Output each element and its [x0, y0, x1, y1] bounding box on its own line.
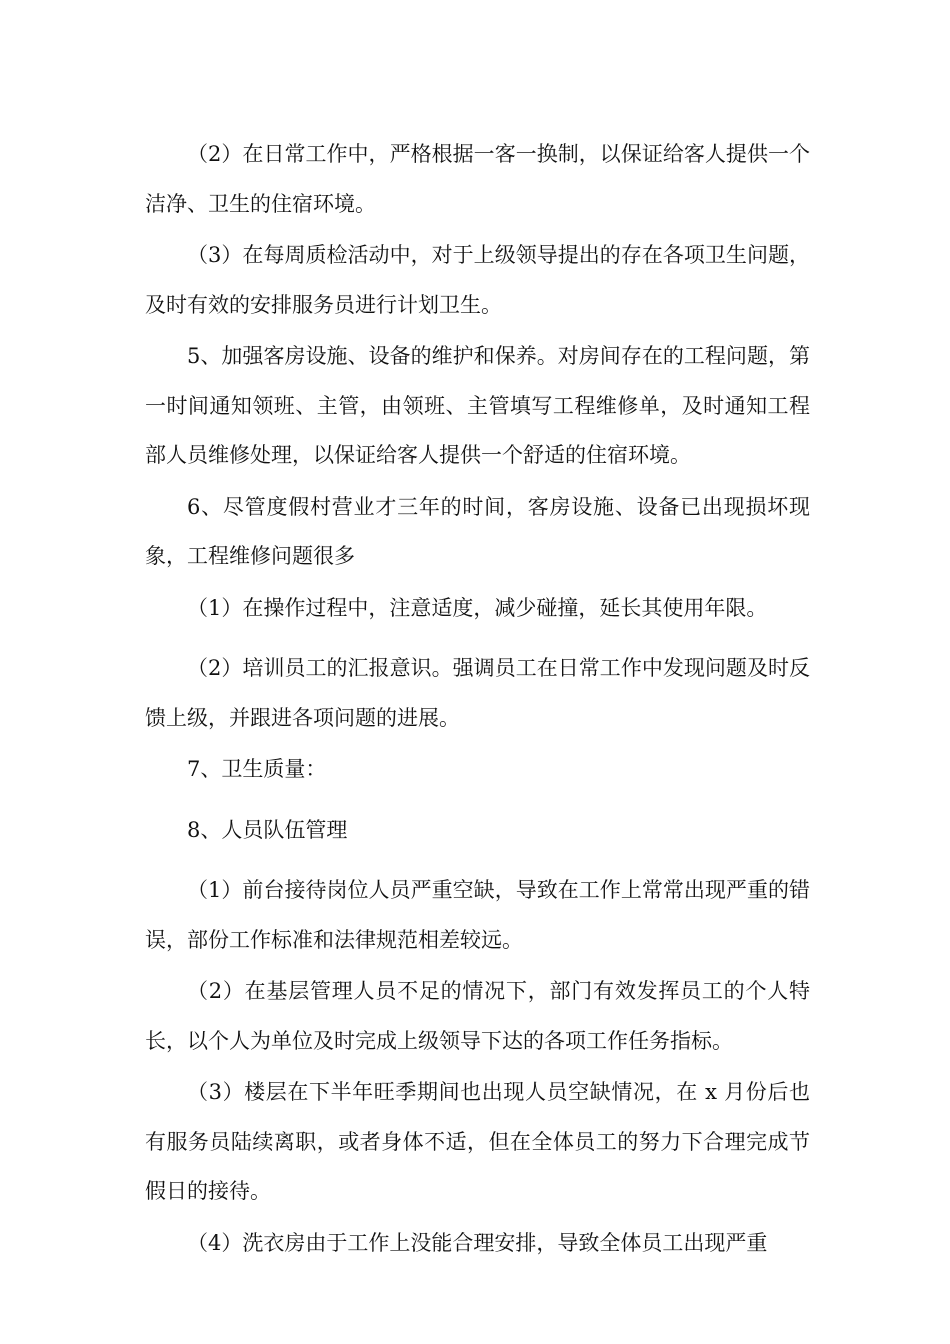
paragraph-9: （1）前台接待岗位人员严重空缺，导致在工作上常常出现严重的错误，部份工作标准和法律规范相差较远。 [145, 878, 810, 952]
paragraph-4: 6、尽管度假村营业才三年的时间，客房设施、设备已出现损坏现象，工程维修问题很多 [145, 494, 810, 568]
paragraph-1: （2）在日常工作中，严格根据一客一换制，以保证给客人提供一个洁净、卫生的住宿环境。 [145, 142, 810, 216]
paragraph-3: 5、加强客房设施、设备的维护和保养。对房间存在的工程问题，第一时间通知领班、主管，由领班、主管填写工程维修单，及时通知工程部人员维修处理，以保证给客人提供一个舒适的住宿环境。 [145, 344, 810, 467]
paragraph-2: （3）在每周质检活动中，对于上级领导提出的存在各项卫生问题，及时有效的安排服务员进行计划卫生。 [145, 243, 810, 317]
paragraph-11: （3）楼层在下半年旺季期间也出现人员空缺情况，在 x 月份后也有服务员陆续离职，或者身体不适，但在全体员工的努力下合理完成节假日的接待。 [145, 1080, 810, 1203]
paragraph-7: 7、卫生质量： [187, 757, 327, 781]
paragraph-10: （2）在基层管理人员不足的情况下，部门有效发挥员工的个人特长，以个人为单位及时完成上级领导下达的各项工作任务指标。 [145, 979, 810, 1053]
paragraph-8: 8、人员队伍管理 [187, 817, 348, 842]
paragraph-12: （4）洗衣房由于工作上没能合理安排，导致全体员工出现严重 [187, 1230, 768, 1255]
paragraph-5: （1）在操作过程中，注意适度，减少碰撞，延长其使用年限。 [187, 595, 768, 620]
paragraph-6: （2）培训员工的汇报意识。强调员工在日常工作中发现问题及时反馈上级，并跟进各项问题的进展。 [145, 656, 810, 730]
document-body [145, 130, 810, 1270]
